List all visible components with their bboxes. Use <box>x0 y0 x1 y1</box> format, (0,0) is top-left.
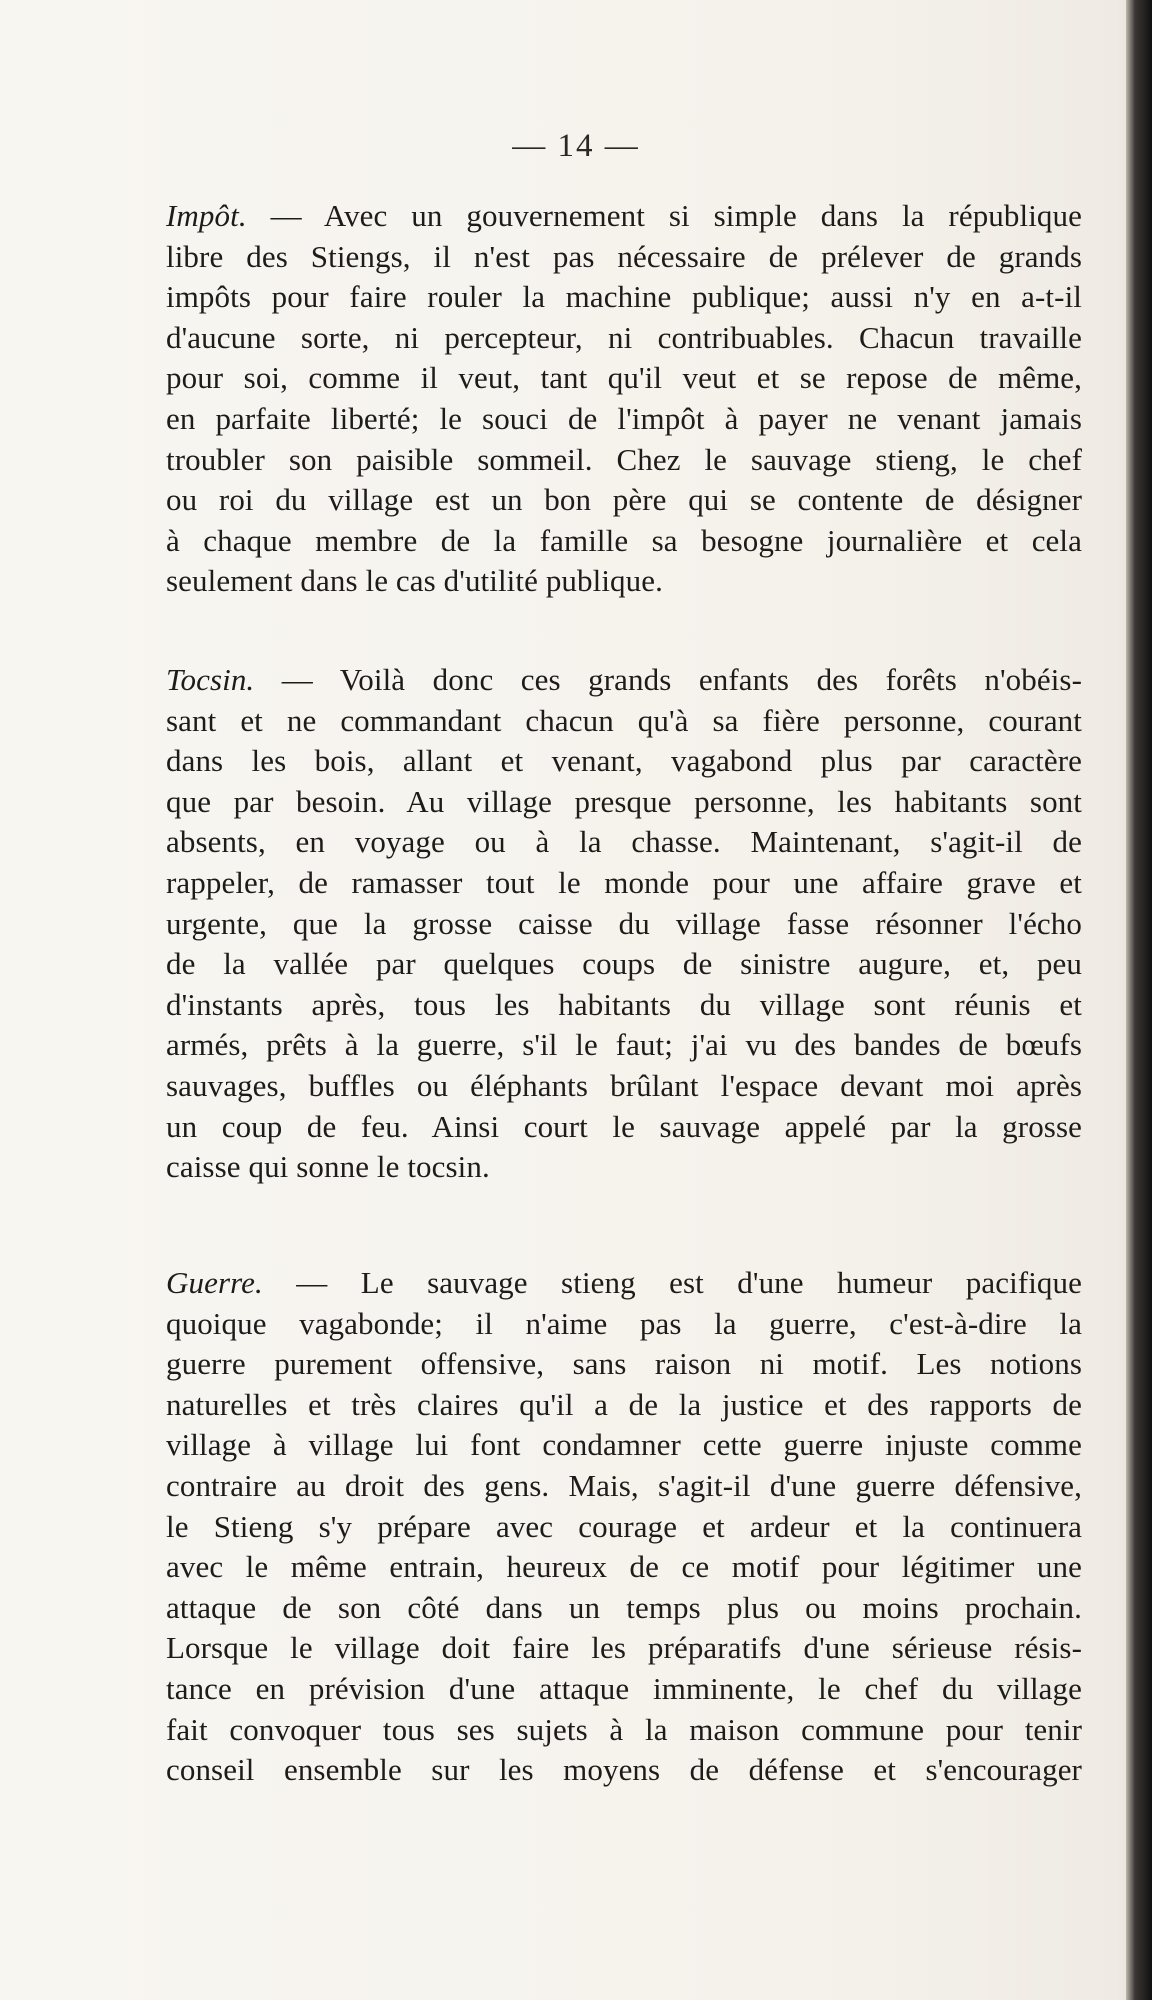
text-line: de la vallée par quelques coups de sinistre augure, et, peu <box>166 946 1082 982</box>
text-line: rappeler, de ramasser tout le monde pour une affaire grave et <box>166 864 1082 900</box>
text-line: dans les bois, allant et venant, vagabond plus par caractère <box>166 743 1082 779</box>
text-line: sant et ne commandant chacun qu'à sa fière personne, courant <box>166 702 1082 738</box>
line-text: — Avec un gouvernement si simple dans la république <box>246 198 1082 233</box>
text-line: naturelles et très claires qu'il a de la justice et des rapports de <box>166 1386 1082 1422</box>
section-heading: Tocsin. <box>166 662 255 697</box>
text-line: contraire au droit des gens. Mais, s'agit-il d'une guerre défensive, <box>166 1467 1082 1503</box>
text-line: quoique vagabonde; il n'aime pas la guerre, c'est-à-dire la <box>166 1305 1082 1341</box>
paragraph-impot <box>166 196 1082 602</box>
text-line: à chaque membre de la famille sa besogne journalière et cela <box>166 522 1082 558</box>
text-line: village à village lui font condamner cette guerre injuste comme <box>166 1427 1082 1463</box>
text-line: attaque de son côté dans un temps plus ou moins prochain. <box>166 1589 1082 1625</box>
text-line: avec le même entrain, heureux de ce motif pour légitimer une <box>166 1549 1082 1585</box>
text-line: urgente, que la grosse caisse du village fasse résonner l'écho <box>166 905 1082 941</box>
paragraph-guerre <box>166 1263 1082 1791</box>
text-line <box>166 196 1082 237</box>
page-number: — 14 — <box>512 128 640 164</box>
text-line: que par besoin. Au village presque personne, les habitants sont <box>166 783 1082 819</box>
text-line: libre des Stiengs, il n'est pas nécessaire de prélever de grands <box>166 238 1082 274</box>
text-line <box>166 660 1082 701</box>
section-heading: Impôt. <box>166 198 247 233</box>
text-line: tance en prévision d'une attaque imminente, le chef du village <box>166 1670 1082 1706</box>
text-line: guerre purement offensive, sans raison ni motif. Les notions <box>166 1346 1082 1382</box>
text-line: un coup de feu. Ainsi court le sauvage appelé par la grosse <box>166 1108 1082 1144</box>
text-line: absents, en voyage ou à la chasse. Maintenant, s'agit-il de <box>166 824 1082 860</box>
text-line: impôts pour faire rouler la machine publique; aussi n'y en a-t-il <box>166 279 1082 315</box>
text-line: armés, prêts à la guerre, s'il le faut; j'ai vu des bandes de bœufs <box>166 1027 1082 1063</box>
text-line: sauvages, buffles ou éléphants brûlant l'espace devant moi après <box>166 1067 1082 1103</box>
text-line: d'aucune sorte, ni percepteur, ni contribuables. Chacun travaille <box>166 319 1082 355</box>
binding-edge <box>1126 0 1152 2000</box>
text-line: le Stieng s'y prépare avec courage et ardeur et la continuera <box>166 1508 1082 1544</box>
text-line: pour soi, comme il veut, tant qu'il veut et se repose de même, <box>166 360 1082 396</box>
line-text: — Le sauvage stieng est d'une humeur pacifique <box>262 1265 1082 1300</box>
paragraph-tocsin <box>166 660 1082 1188</box>
section-heading: Guerre. <box>166 1265 263 1300</box>
text-line: Lorsque le village doit faire les préparatifs d'une sérieuse résis- <box>166 1630 1082 1666</box>
text-line: d'instants après, tous les habitants du village sont réunis et <box>166 986 1082 1022</box>
text-line: ou roi du village est un bon père qui se contente de désigner <box>166 482 1082 518</box>
text-line: caisse qui sonne le tocsin. <box>166 1149 490 1185</box>
text-line: conseil ensemble sur les moyens de défense et s'encourager <box>166 1752 1082 1788</box>
text-line: troubler son paisible sommeil. Chez le sauvage stieng, le chef <box>166 441 1082 477</box>
text-line: fait convoquer tous ses sujets à la maison commune pour tenir <box>166 1711 1082 1747</box>
text-line <box>166 1263 1082 1304</box>
line-text: — Voilà donc ces grands enfants des forêts n'obéis- <box>254 662 1082 697</box>
text-line: en parfaite liberté; le souci de l'impôt à payer ne venant jamais <box>166 400 1082 436</box>
text-line: seulement dans le cas d'utilité publique. <box>166 563 663 599</box>
